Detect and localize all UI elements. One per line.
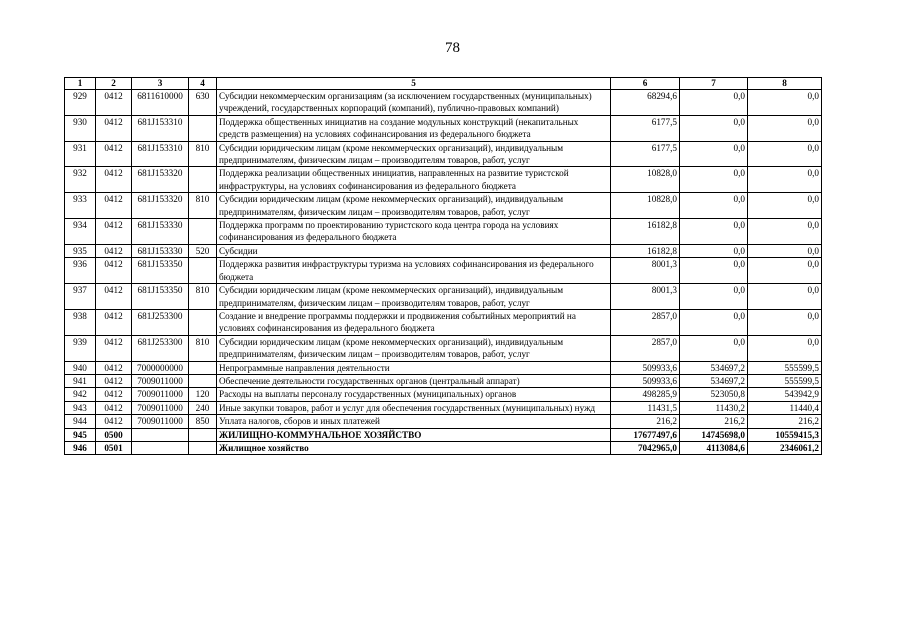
target-article-cell: 681J153310 bbox=[132, 115, 189, 141]
header-cell: 4 bbox=[189, 78, 217, 90]
table-row bbox=[65, 90, 822, 116]
description-cell: Субсидии некоммерческим организациям (за исключением государственных (муниципальных) учреждений, государственных корпораций (компаний), публично-правовых компаний) bbox=[217, 90, 611, 116]
description-cell: Субсидии юридическим лицам (кроме некоммерческих организаций), индивидуальным предпринимателям, физическим лицам – производителям товаров, работ, услуг bbox=[217, 284, 611, 310]
description-cell: Расходы на выплаты персоналу государственных (муниципальных) органов bbox=[217, 388, 611, 401]
table-row bbox=[65, 244, 822, 257]
row-number-cell: 936 bbox=[65, 258, 96, 284]
amount-year1-cell: 68294,6 bbox=[611, 90, 680, 116]
amount-year2-cell: 523050,8 bbox=[680, 388, 748, 401]
amount-year2-cell: 0,0 bbox=[680, 284, 748, 310]
amount-year1-cell: 8001,3 bbox=[611, 284, 680, 310]
table-row bbox=[65, 401, 822, 414]
row-number-cell: 944 bbox=[65, 415, 96, 428]
amount-year3-cell: 0,0 bbox=[748, 258, 822, 284]
amount-year3-cell: 0,0 bbox=[748, 115, 822, 141]
amount-year3-cell: 0,0 bbox=[748, 244, 822, 257]
row-number-cell: 943 bbox=[65, 401, 96, 414]
row-number-cell: 937 bbox=[65, 284, 96, 310]
amount-year2-cell: 534697,2 bbox=[680, 361, 748, 374]
amount-year2-cell: 0,0 bbox=[680, 244, 748, 257]
amount-year2-cell: 0,0 bbox=[680, 193, 748, 219]
expense-type-cell bbox=[189, 115, 217, 141]
table-row bbox=[65, 258, 822, 284]
section-code-cell: 0412 bbox=[96, 90, 132, 116]
section-code-cell: 0412 bbox=[96, 374, 132, 387]
section-code-cell: 0412 bbox=[96, 284, 132, 310]
amount-year2-cell: 0,0 bbox=[680, 167, 748, 193]
amount-year1-cell: 10828,0 bbox=[611, 167, 680, 193]
section-code-cell: 0412 bbox=[96, 401, 132, 414]
amount-year2-cell: 0,0 bbox=[680, 115, 748, 141]
amount-year2-cell: 4113084,6 bbox=[680, 441, 748, 454]
target-article-cell: 7009011000 bbox=[132, 401, 189, 414]
amount-year3-cell: 0,0 bbox=[748, 309, 822, 335]
expense-type-cell: 520 bbox=[189, 244, 217, 257]
expense-type-cell bbox=[189, 428, 217, 441]
amount-year1-cell: 498285,9 bbox=[611, 388, 680, 401]
row-number-cell: 932 bbox=[65, 167, 96, 193]
target-article-cell: 6811610000 bbox=[132, 90, 189, 116]
target-article-cell: 7009011000 bbox=[132, 374, 189, 387]
amount-year1-cell: 216,2 bbox=[611, 415, 680, 428]
expense-type-cell bbox=[189, 219, 217, 245]
expense-type-cell bbox=[189, 441, 217, 454]
header-cell: 3 bbox=[132, 78, 189, 90]
target-article-cell: 681J153350 bbox=[132, 284, 189, 310]
expense-type-cell: 810 bbox=[189, 335, 217, 361]
section-code-cell: 0412 bbox=[96, 193, 132, 219]
target-article-cell: 7000000000 bbox=[132, 361, 189, 374]
expense-type-cell bbox=[189, 374, 217, 387]
table-row bbox=[65, 415, 822, 428]
amount-year3-cell: 2346061,2 bbox=[748, 441, 822, 454]
row-number-cell: 940 bbox=[65, 361, 96, 374]
table-row bbox=[65, 219, 822, 245]
target-article-cell: 681J253300 bbox=[132, 335, 189, 361]
table-row bbox=[65, 284, 822, 310]
target-article-cell: 681J153330 bbox=[132, 219, 189, 245]
header-cell: 6 bbox=[611, 78, 680, 90]
amount-year3-cell: 10559415,3 bbox=[748, 428, 822, 441]
amount-year1-cell: 2857,0 bbox=[611, 335, 680, 361]
expense-type-cell: 810 bbox=[189, 284, 217, 310]
description-cell: Непрограммные направления деятельности bbox=[217, 361, 611, 374]
table-row bbox=[65, 374, 822, 387]
target-article-cell: 7009011000 bbox=[132, 388, 189, 401]
expense-type-cell: 810 bbox=[189, 141, 217, 167]
amount-year1-cell: 10828,0 bbox=[611, 193, 680, 219]
header-cell: 7 bbox=[680, 78, 748, 90]
description-cell: Субсидии bbox=[217, 244, 611, 257]
section-code-cell: 0412 bbox=[96, 309, 132, 335]
table-row bbox=[65, 141, 822, 167]
row-number-cell: 946 bbox=[65, 441, 96, 454]
description-cell: Уплата налогов, сборов и иных платежей bbox=[217, 415, 611, 428]
amount-year1-cell: 16182,8 bbox=[611, 244, 680, 257]
expense-type-cell: 850 bbox=[189, 415, 217, 428]
section-code-cell: 0412 bbox=[96, 335, 132, 361]
section-code-cell: 0412 bbox=[96, 115, 132, 141]
amount-year3-cell: 0,0 bbox=[748, 167, 822, 193]
header-cell: 5 bbox=[217, 78, 611, 90]
amount-year3-cell: 555599,5 bbox=[748, 361, 822, 374]
amount-year2-cell: 0,0 bbox=[680, 309, 748, 335]
table-row bbox=[65, 115, 822, 141]
expense-type-cell: 120 bbox=[189, 388, 217, 401]
amount-year3-cell: 0,0 bbox=[748, 90, 822, 116]
description-cell: Поддержка программ по проектированию туристского кода центра города на условиях софинансирования из федерального бюджета bbox=[217, 219, 611, 245]
target-article-cell: 681J153320 bbox=[132, 167, 189, 193]
table-row bbox=[65, 441, 822, 454]
table-row bbox=[65, 309, 822, 335]
section-code-cell: 0412 bbox=[96, 361, 132, 374]
section-code-cell: 0501 bbox=[96, 441, 132, 454]
amount-year3-cell: 0,0 bbox=[748, 335, 822, 361]
row-number-cell: 931 bbox=[65, 141, 96, 167]
table-row bbox=[65, 388, 822, 401]
expense-type-cell bbox=[189, 167, 217, 193]
target-article-cell: 681J153350 bbox=[132, 258, 189, 284]
amount-year2-cell: 0,0 bbox=[680, 335, 748, 361]
amount-year1-cell: 509933,6 bbox=[611, 361, 680, 374]
header-row bbox=[65, 78, 822, 90]
description-cell: Иные закупки товаров, работ и услуг для обеспечения государственных (муниципальных) нужд bbox=[217, 401, 611, 414]
amount-year2-cell: 0,0 bbox=[680, 219, 748, 245]
target-article-cell bbox=[132, 428, 189, 441]
description-cell: Поддержка реализации общественных инициатив, направленных на развитие туристской инфраструктуры, на условиях софинансирования из федерального бюджета bbox=[217, 167, 611, 193]
expense-type-cell: 240 bbox=[189, 401, 217, 414]
amount-year1-cell: 16182,8 bbox=[611, 219, 680, 245]
header-cell: 8 bbox=[748, 78, 822, 90]
amount-year2-cell: 0,0 bbox=[680, 90, 748, 116]
amount-year2-cell: 216,2 bbox=[680, 415, 748, 428]
row-number-cell: 938 bbox=[65, 309, 96, 335]
expense-type-cell bbox=[189, 309, 217, 335]
amount-year2-cell: 11430,2 bbox=[680, 401, 748, 414]
expense-type-cell bbox=[189, 361, 217, 374]
amount-year3-cell: 0,0 bbox=[748, 219, 822, 245]
table-row bbox=[65, 361, 822, 374]
page-number: 78 bbox=[445, 40, 460, 56]
target-article-cell: 681J253300 bbox=[132, 309, 189, 335]
amount-year3-cell: 0,0 bbox=[748, 284, 822, 310]
amount-year2-cell: 0,0 bbox=[680, 141, 748, 167]
table-row bbox=[65, 167, 822, 193]
section-code-cell: 0412 bbox=[96, 167, 132, 193]
row-number-cell: 941 bbox=[65, 374, 96, 387]
table-row bbox=[65, 193, 822, 219]
row-number-cell: 939 bbox=[65, 335, 96, 361]
amount-year1-cell: 6177,5 bbox=[611, 141, 680, 167]
section-code-cell: 0412 bbox=[96, 415, 132, 428]
description-cell: Жилищное хозяйство bbox=[217, 441, 611, 454]
amount-year3-cell: 216,2 bbox=[748, 415, 822, 428]
description-cell: Субсидии юридическим лицам (кроме некоммерческих организаций), индивидуальным предпринимателям, физическим лицам – производителям товаров, работ, услуг bbox=[217, 193, 611, 219]
amount-year3-cell: 543942,9 bbox=[748, 388, 822, 401]
budget-table bbox=[64, 77, 822, 455]
target-article-cell: 681J153310 bbox=[132, 141, 189, 167]
section-code-cell: 0412 bbox=[96, 388, 132, 401]
amount-year3-cell: 11440,4 bbox=[748, 401, 822, 414]
section-code-cell: 0412 bbox=[96, 141, 132, 167]
target-article-cell: 681J153330 bbox=[132, 244, 189, 257]
amount-year3-cell: 555599,5 bbox=[748, 374, 822, 387]
row-number-cell: 935 bbox=[65, 244, 96, 257]
target-article-cell: 7009011000 bbox=[132, 415, 189, 428]
row-number-cell: 945 bbox=[65, 428, 96, 441]
description-cell: ЖИЛИЩНО-КОММУНАЛЬНОЕ ХОЗЯЙСТВО bbox=[217, 428, 611, 441]
description-cell: Субсидии юридическим лицам (кроме некоммерческих организаций), индивидуальным предпринимателям, физическим лицам – производителям товаров, работ, услуг bbox=[217, 335, 611, 361]
section-code-cell: 0412 bbox=[96, 258, 132, 284]
header-cell: 1 bbox=[65, 78, 96, 90]
amount-year3-cell: 0,0 bbox=[748, 193, 822, 219]
amount-year3-cell: 0,0 bbox=[748, 141, 822, 167]
row-number-cell: 933 bbox=[65, 193, 96, 219]
amount-year2-cell: 14745698,0 bbox=[680, 428, 748, 441]
row-number-cell: 942 bbox=[65, 388, 96, 401]
amount-year1-cell: 8001,3 bbox=[611, 258, 680, 284]
header-cell: 2 bbox=[96, 78, 132, 90]
expense-type-cell: 630 bbox=[189, 90, 217, 116]
amount-year1-cell: 7042965,0 bbox=[611, 441, 680, 454]
description-cell: Обеспечение деятельности государственных органов (центральный аппарат) bbox=[217, 374, 611, 387]
target-article-cell: 681J153320 bbox=[132, 193, 189, 219]
description-cell: Поддержка общественных инициатив на создание модульных конструкций (некапитальных средств размещения) на условиях софинансирования из федерального бюджета bbox=[217, 115, 611, 141]
expense-type-cell bbox=[189, 258, 217, 284]
row-number-cell: 930 bbox=[65, 115, 96, 141]
amount-year1-cell: 509933,6 bbox=[611, 374, 680, 387]
table-row bbox=[65, 335, 822, 361]
amount-year1-cell: 6177,5 bbox=[611, 115, 680, 141]
row-number-cell: 934 bbox=[65, 219, 96, 245]
description-cell: Поддержка развития инфраструктуры туризма на условиях софинансирования из федерального бюджета bbox=[217, 258, 611, 284]
amount-year1-cell: 17677497,6 bbox=[611, 428, 680, 441]
section-code-cell: 0412 bbox=[96, 219, 132, 245]
expense-type-cell: 810 bbox=[189, 193, 217, 219]
section-code-cell: 0412 bbox=[96, 244, 132, 257]
description-cell: Создание и внедрение программы поддержки и продвижения событийных мероприятий на условиях софинансирования из федерального бюджета bbox=[217, 309, 611, 335]
section-code-cell: 0500 bbox=[96, 428, 132, 441]
amount-year1-cell: 2857,0 bbox=[611, 309, 680, 335]
table-body bbox=[65, 90, 822, 455]
amount-year1-cell: 11431,5 bbox=[611, 401, 680, 414]
row-number-cell: 929 bbox=[65, 90, 96, 116]
amount-year2-cell: 534697,2 bbox=[680, 374, 748, 387]
amount-year2-cell: 0,0 bbox=[680, 258, 748, 284]
target-article-cell bbox=[132, 441, 189, 454]
table-row bbox=[65, 428, 822, 441]
description-cell: Субсидии юридическим лицам (кроме некоммерческих организаций), индивидуальным предпринимателям, физическим лицам – производителям товаров, работ, услуг bbox=[217, 141, 611, 167]
